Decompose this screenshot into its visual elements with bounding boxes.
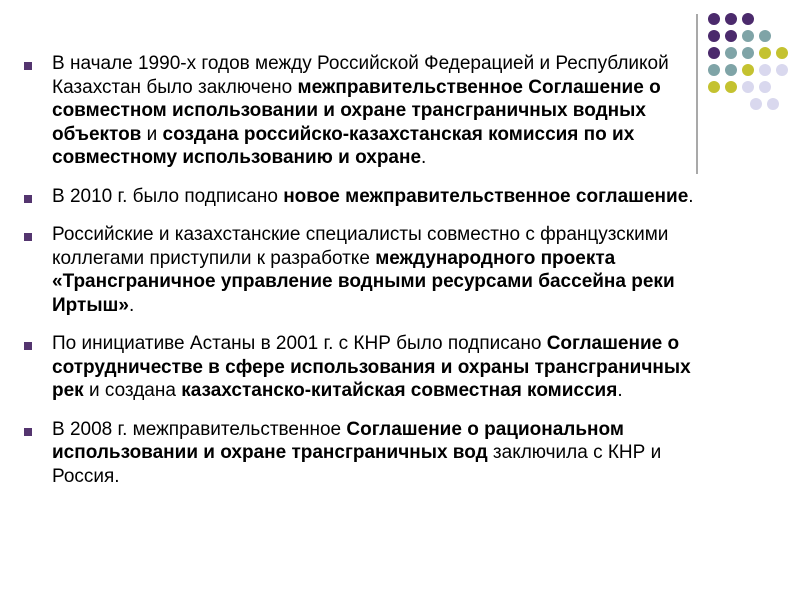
dot-olive [725, 81, 737, 93]
bullet-marker-icon [24, 62, 32, 70]
dot-lavender [767, 98, 779, 110]
slide-body [20, 52, 720, 503]
bullet-item [20, 332, 720, 403]
dot-teal [759, 30, 771, 42]
bullet-text: . [421, 147, 427, 168]
bullet-text-bold: Соглашение о сотрудничестве в сфере использования и охраны трансграничных рек [52, 333, 691, 401]
dot-lavender [742, 81, 754, 93]
dot-olive [759, 47, 771, 59]
bullet-text-bold: казахстанско-китайская совместная комиссия [181, 380, 618, 401]
dot-teal [725, 64, 737, 76]
bullet-text-bold: международного проекта «Трансграничное управление водными ресурсами бассейна реки Иртыш» [52, 247, 675, 316]
bullet-text: и создана [83, 380, 182, 401]
bullet-item [20, 223, 720, 317]
bullet-item [20, 52, 720, 170]
dot-purple [708, 30, 720, 42]
dot-purple [708, 13, 720, 25]
bullet-text: Российские и казахстанские специалисты совместно с французскими коллегами приступили к разработке [52, 224, 669, 269]
dot-teal [742, 30, 754, 42]
bullet-list [20, 52, 720, 488]
bullet-text-bold: новое межправительственное соглашение [283, 185, 689, 207]
dot-teal [725, 47, 737, 59]
bullet-text: заключила с КНР и Россия. [52, 442, 662, 487]
dot-lavender [759, 81, 771, 93]
bullet-marker-icon [24, 342, 32, 350]
bullet-text: В 2010 г. было подписано [52, 185, 284, 207]
bullet-text-bold: создана российско-казахстанская комиссия по их совместному использованию и охране [52, 123, 635, 168]
bullet-text-bold: Соглашение о рациональном использовании и охране трансграничных вод [52, 418, 624, 463]
dot-purple [725, 30, 737, 42]
bullet-marker-icon [24, 428, 32, 436]
bullet-text-bold: межправительственное Соглашение о совместном использовании и охране трансграничных водных объектов [52, 76, 661, 145]
bullet-text: . [688, 185, 694, 207]
dot-teal [742, 47, 754, 59]
bullet-text: . [128, 294, 135, 316]
bullet-text: и [141, 123, 163, 145]
bullet-text: В 2008 г. межправительственное [52, 418, 347, 440]
dot-purple [725, 13, 737, 25]
dot-lavender [750, 98, 762, 110]
bullet-item [20, 185, 720, 209]
dot-purple [742, 13, 754, 25]
bullet-text: В начале 1990-х годов между Российской Федерацией и Республикой Казахстан было заключено [52, 53, 669, 98]
bullet-item [20, 418, 720, 489]
bullet-marker-icon [24, 195, 32, 203]
dot-olive [776, 47, 788, 59]
bullet-marker-icon [24, 233, 32, 241]
dot-lavender [776, 64, 788, 76]
dot-lavender [759, 64, 771, 76]
bullet-text: . [617, 380, 623, 401]
bullet-text: По инициативе Астаны в 2001 г. с КНР было подписано [52, 333, 547, 354]
dot-olive [742, 64, 754, 76]
